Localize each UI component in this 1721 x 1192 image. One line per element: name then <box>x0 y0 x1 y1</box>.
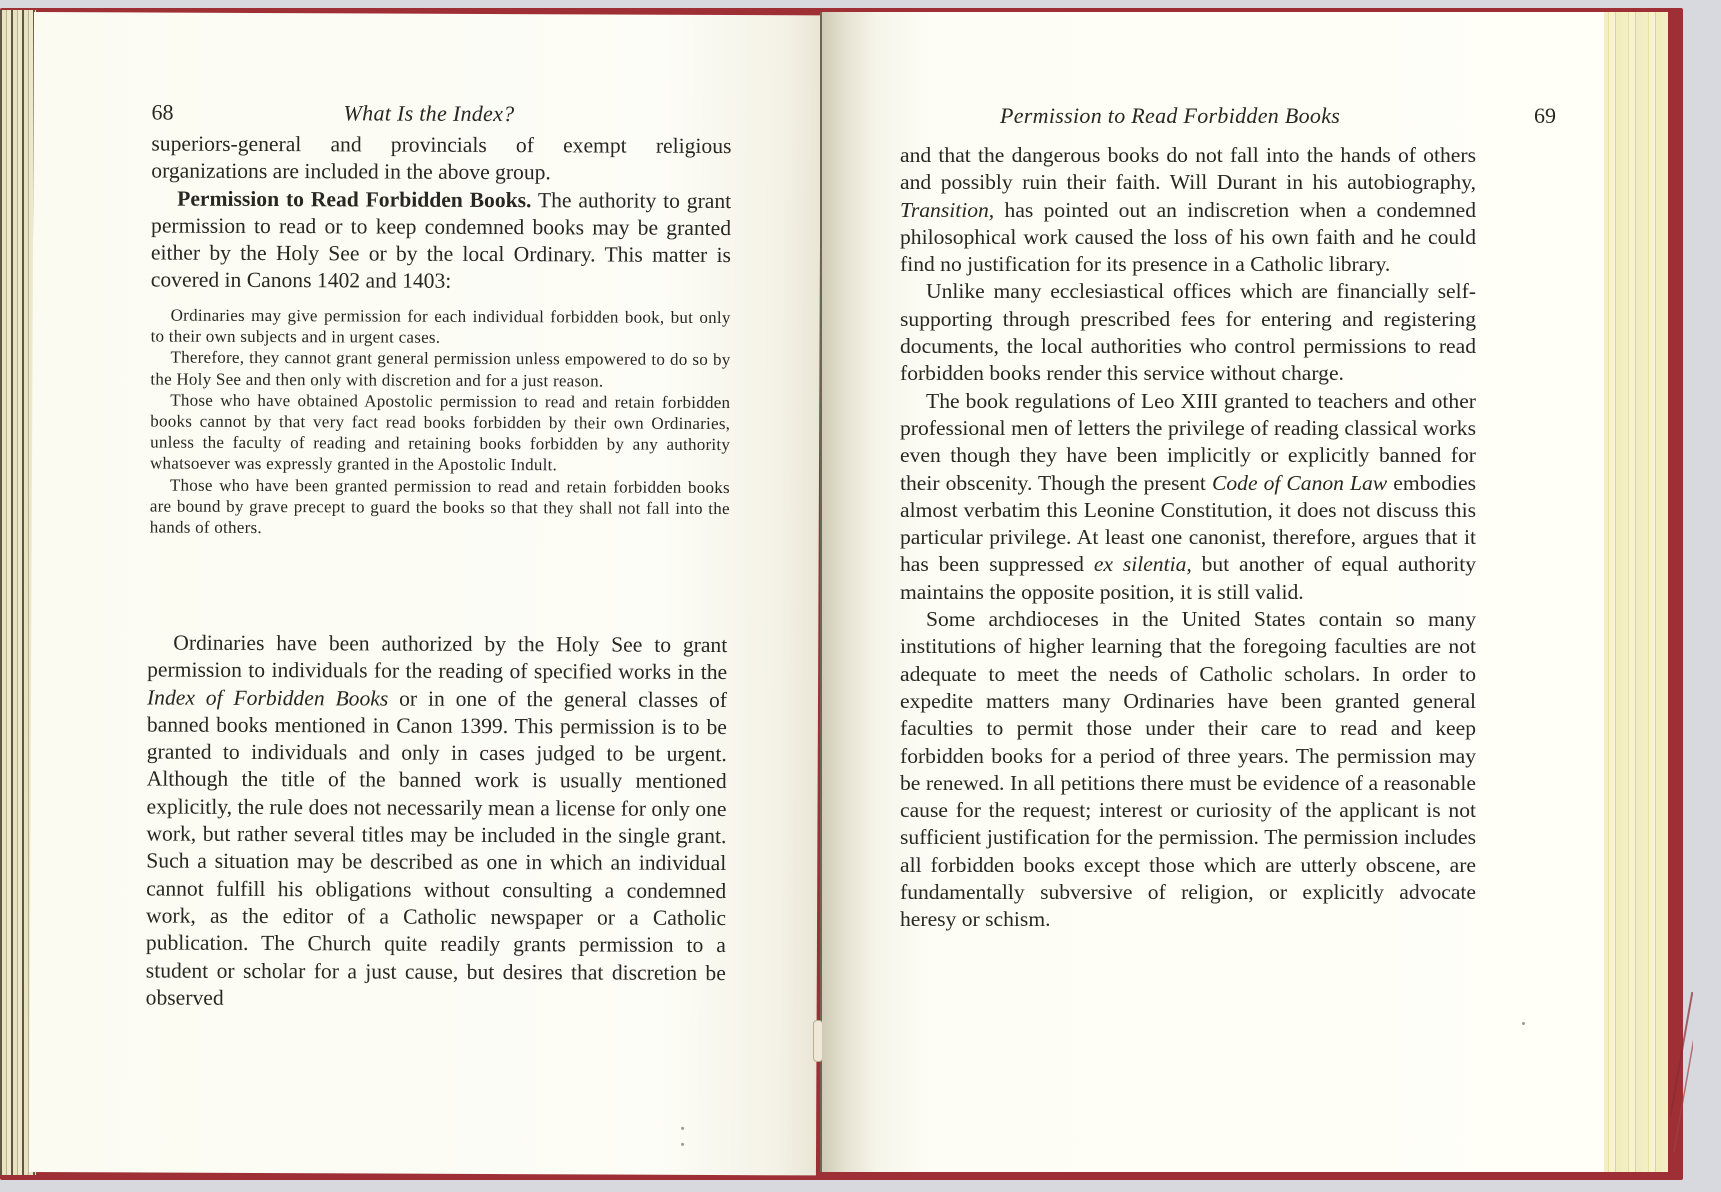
right-page <box>822 12 1604 1172</box>
right-running-head <box>1000 102 1556 130</box>
section-heading: Permission to Read Forbidden Books. <box>177 186 532 212</box>
paragraph: superiors-general and provincials of exempt religious organizations are included in the above group. <box>151 131 732 185</box>
right-page-edges <box>1602 12 1668 1172</box>
left-running-head <box>152 99 572 129</box>
paper-speck <box>681 1143 684 1146</box>
paragraph <box>900 388 1476 606</box>
book-title: Index of Forbidden Books <box>146 685 389 711</box>
paragraph <box>151 185 731 297</box>
canon-extract <box>150 305 731 541</box>
extract-paragraph: Those who have been granted permission to read and retain forbidden books are bound by grave precept to guard the books so that they shall not fall into the hands of others. <box>149 475 730 538</box>
left-body-bottom <box>146 630 728 1015</box>
book-title: Code of Canon Law <box>1211 470 1388 495</box>
paragraph-text: Ordinaries have been authorized by the Holy See to grant permission to individuals for the reading of specified works in the <box>147 630 728 685</box>
extract-paragraph: Those who have obtained Apostolic permission to read and retain forbidden books cannot by that very fact read books forbidden by their own Ordinaries, unless the faculty of reading and retaining books forbidden by any authority whatsoever was expressly granted in the Apostolic Indult. <box>149 390 731 475</box>
right-page-number: 69 <box>1534 103 1556 128</box>
paragraph <box>146 630 728 1015</box>
right-chapter-title: Permission to Read Forbidden Books <box>1000 103 1341 128</box>
extract-paragraph: Ordinaries may give permission for each individual forbidden book, but only to their own subjects and in urgent cases. <box>150 305 731 347</box>
paragraph-text: and that the dangerous books do not fall into the hands of others and possibly ruin their faith. Will Durant in his autobiography, <box>900 143 1476 195</box>
paragraph-text: embodies almost verbatim this Leonine Constitution, it does not discuss this particular privilege. At least one canonist, therefore, argues that it has been suppressed <box>900 470 1476 577</box>
paragraph: Some archdioceses in the United States contain so many institutions of higher learning that the foregoing faculties are not adequate to meet the needs of Catholic scholars. In order to expedite matters many Ordinaries have been granted general faculties to permit those under their care to read and keep forbidden books for a period of three years. The permission may be renewed. In all petitions there must be evidence of a reasonable cause for the request; interest or curiosity of the applicant is not sufficient justification for the permission. The permission includes all forbidden books except those which are utterly obscene, are fundamentally subversive of religion, or explicitly advocate heresy or schism. <box>900 607 1476 932</box>
paragraph: Unlike many ecclesiastical offices which are financially self-supporting through prescribed fees for entering and registering documents, the local authorities who control permissions to read forbidden books render this service without charge. <box>900 279 1476 386</box>
frayed-cloth-edge <box>1671 992 1693 1152</box>
left-page <box>29 12 821 1175</box>
paragraph-text: but another of equal authority maintains the opposite position, it is still valid. <box>900 552 1477 604</box>
paper-speck <box>1522 1022 1525 1025</box>
paragraph-text: has pointed out an indiscretion when a condemned philosophical work caused the loss of his own faith and he could find no justification for its presence in a Catholic library. <box>900 197 1476 277</box>
right-body <box>900 142 1476 934</box>
left-body-top <box>151 131 732 297</box>
paragraph-text: The authority to grant permission to read or to keep condemned books may be granted either by the Holy See or by the local Ordinary. This matter is covered in Canons 1402 and 1403: <box>150 187 732 294</box>
book-title: Transition, <box>900 197 995 222</box>
latin-phrase: ex silentia, <box>1093 552 1192 577</box>
left-page-number: 68 <box>151 99 174 125</box>
paragraph <box>900 142 1476 278</box>
paragraph-text: The book regulations of Leo XIII granted to teachers and other professional men of letters the privilege of reading classical works even though they have been implicitly or explicitly banned for their obscenity. Though the present <box>900 388 1476 495</box>
left-chapter-title: What Is the Index? <box>343 100 515 127</box>
paragraph-text: or in one of the general classes of banned books mentioned in Canon 1399. This permission is to be granted to individuals and only in cases judged to be urgent. Although the title of the banned work is usually mentioned explicitly, the rule does not necessarily mean a license for only one work, but rather several titles may be included in the single grant. Such a situation may be described as one in which an individual cannot fulfill his obligations without consulting a condemned work, as the editor of a Catholic newspaper or a Catholic publication. The Church quite readily grants permission to a student or scholar for a just cause, but desires that discretion be observed <box>145 686 728 1010</box>
paper-speck <box>681 1127 684 1130</box>
extract-paragraph: Therefore, they cannot grant general permission unless empowered to do so by the Holy See and then only with discretion and for a just reason. <box>150 348 731 391</box>
